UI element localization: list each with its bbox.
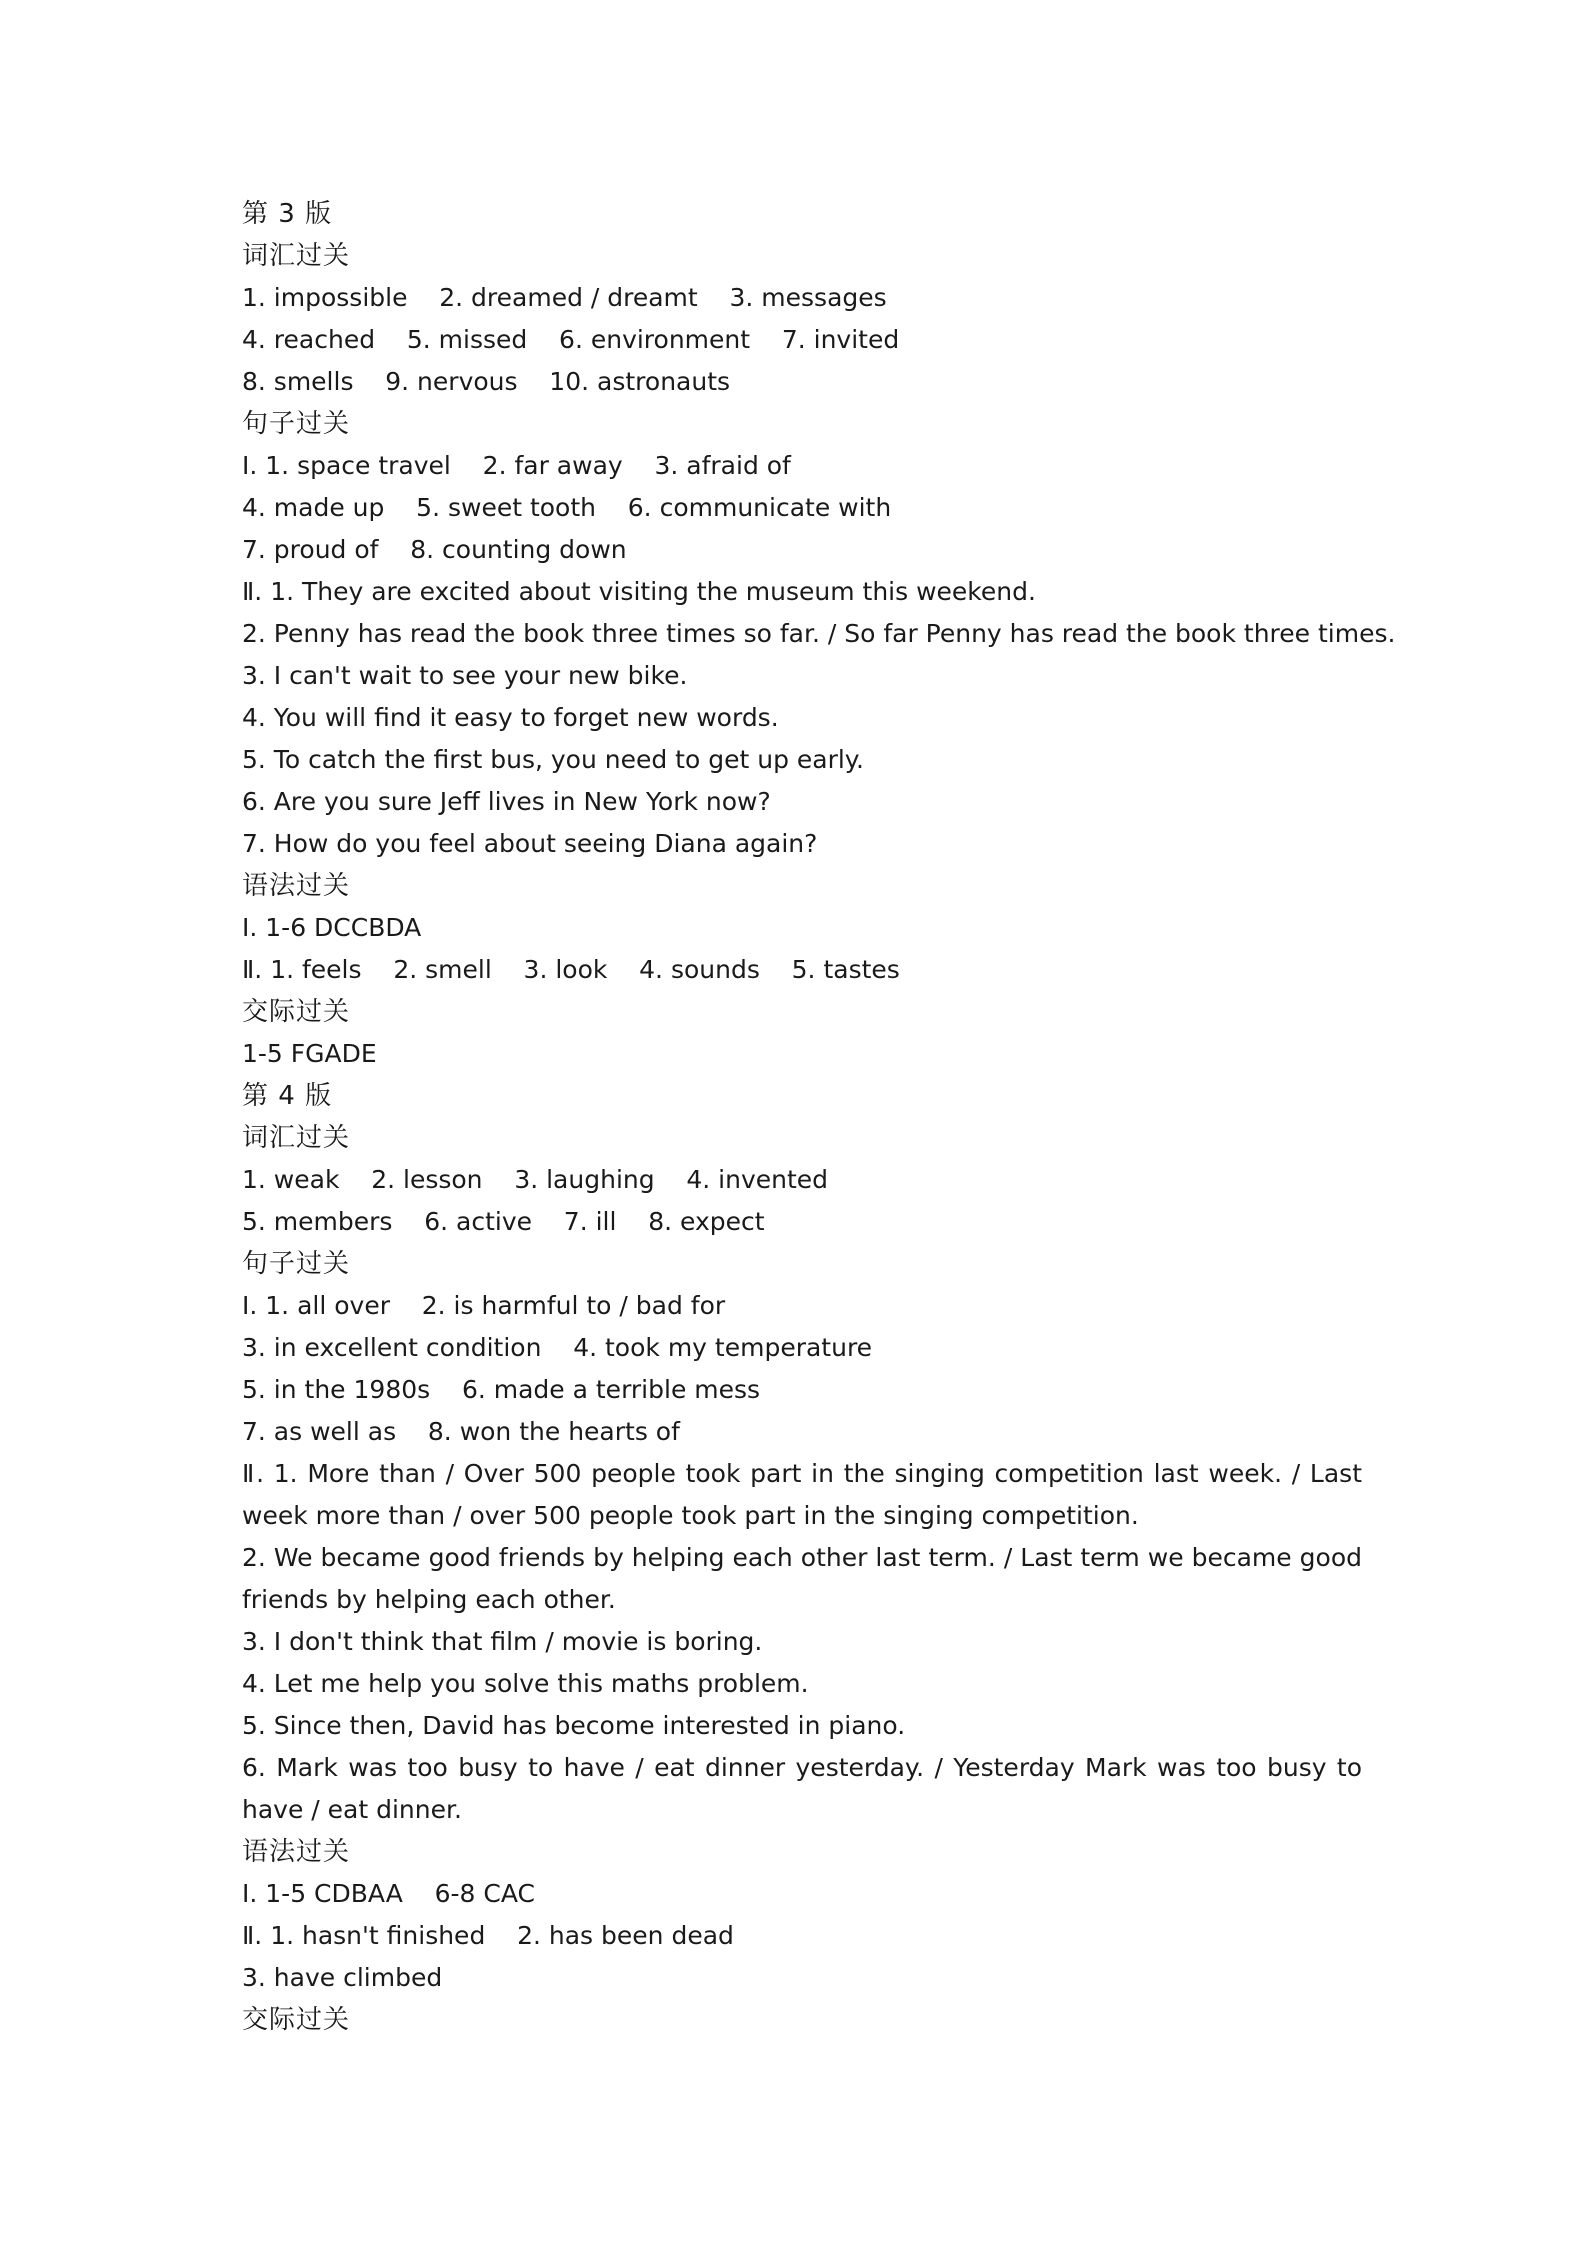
answer-line: 2. Penny has read the book three times so far. / So far Penny has read the book three times.	[242, 619, 1396, 648]
section-heading: 句子过关	[242, 409, 351, 439]
section-heading: 句子过关	[242, 1249, 351, 1279]
answer-line: Ⅰ. 1-5 CDBAA 6-8 CAC	[242, 1879, 535, 1908]
answer-line: 3. I don't think that film / movie is boring.	[242, 1627, 763, 1656]
answer-line: 7. proud of 8. counting down	[242, 535, 627, 564]
section-heading: 词汇过关	[242, 1123, 351, 1153]
answer-line: 6. Are you sure Jeff lives in New York now?	[242, 787, 771, 816]
answer-line: 1. impossible 2. dreamed / dreamt 3. messages	[242, 283, 887, 312]
answer-line: Ⅰ. 1. space travel 2. far away 3. afraid of	[242, 451, 791, 480]
answer-line: 5. Since then, David has become interested in piano.	[242, 1711, 906, 1740]
answer-line: Ⅱ. 1. feels 2. smell 3. look 4. sounds 5. tastes	[242, 955, 900, 984]
answer-line: 5. in the 1980s 6. made a terrible mess	[242, 1375, 761, 1404]
answer-line: Ⅰ. 1-6 DCCBDA	[242, 913, 422, 942]
section-heading: 语法过关	[242, 871, 351, 901]
answer-line: 8. smells 9. nervous 10. astronauts	[242, 367, 731, 396]
answer-line: 4. You will find it easy to forget new words.	[242, 703, 779, 732]
answer-line: 3. in excellent condition 4. took my temperature	[242, 1333, 873, 1362]
answer-line: 1-5 FGADE	[242, 1039, 377, 1068]
section-heading: 语法过关	[242, 1837, 351, 1867]
section-heading: 交际过关	[242, 997, 351, 1027]
section-heading: 交际过关	[242, 2005, 351, 2035]
answer-line: Ⅰ. 1. all over 2. is harmful to / bad for	[242, 1291, 726, 1320]
answer-line: 4. Let me help you solve this maths problem.	[242, 1669, 809, 1698]
answer-line: 5. To catch the first bus, you need to get up early.	[242, 745, 864, 774]
answer-line: Ⅱ. 1. More than / Over 500 people took part in the singing competition last week. / Last week more than / over 500 people took part in the singing competition.	[242, 1459, 1362, 1530]
answer-line: 1. weak 2. lesson 3. laughing 4. invented	[242, 1165, 829, 1194]
answer-key-page	[242, 193, 1396, 2041]
answer-line: 2. We became good friends by helping each other last term. / Last term we became good friends by helping each other.	[242, 1543, 1362, 1614]
answer-line: 3. I can't wait to see your new bike.	[242, 661, 688, 690]
answer-line: 4. reached 5. missed 6. environment 7. invited	[242, 325, 900, 354]
answer-line: Ⅱ. 1. They are excited about visiting the museum this weekend.	[242, 577, 1036, 606]
answer-line: 7. as well as 8. won the hearts of	[242, 1417, 680, 1446]
answer-line: 3. have climbed	[242, 1963, 443, 1992]
answer-line: 5. members 6. active 7. ill 8. expect	[242, 1207, 765, 1236]
answer-line: Ⅱ. 1. hasn't finished 2. has been dead	[242, 1921, 734, 1950]
answer-line: 7. How do you feel about seeing Diana again?	[242, 829, 818, 858]
section-heading: 第 3 版	[242, 199, 333, 229]
section-heading: 词汇过关	[242, 241, 351, 271]
answer-lines	[242, 193, 1396, 2041]
answer-line: 4. made up 5. sweet tooth 6. communicate with	[242, 493, 892, 522]
section-heading: 第 4 版	[242, 1081, 333, 1111]
answer-line: 6. Mark was too busy to have / eat dinner yesterday. / Yesterday Mark was too busy to have / eat dinner.	[242, 1753, 1362, 1824]
